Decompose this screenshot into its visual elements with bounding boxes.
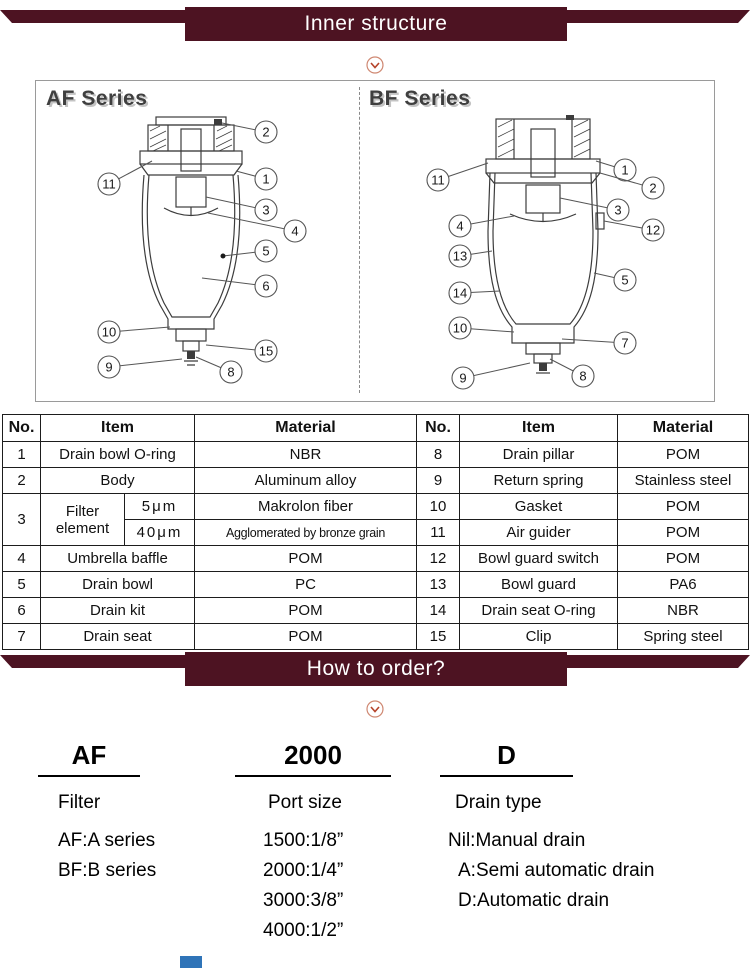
table-row [3,598,749,624]
cell-material: Makrolon fiber [195,494,417,520]
svg-text:11: 11 [102,176,116,192]
svg-text:8: 8 [579,368,587,384]
cell-grade: 40μm [125,520,195,546]
svg-text:3: 3 [614,202,622,218]
order-code-series: AF [71,740,107,770]
svg-text:13: 13 [452,248,468,264]
svg-text:5: 5 [262,243,270,259]
svg-text:2: 2 [262,124,270,140]
cell-item: Clip [460,624,618,650]
chevron-down-icon [366,700,384,718]
table-row [3,494,749,520]
svg-text:5: 5 [621,272,629,288]
ribbon-wing-left [0,655,187,668]
svg-text:6: 6 [262,278,270,294]
cell-material: Spring steel [618,624,749,650]
cell-item: Return spring [460,468,618,494]
cell-no: 2 [3,468,41,494]
svg-text:12: 12 [645,222,661,238]
next-section-accent [180,956,202,968]
cell-material: POM [618,442,749,468]
bf-series-title: BF Series [369,87,471,110]
underline [440,775,573,777]
cell-item: Drain bowl O-ring [41,442,195,468]
cell-no: 5 [3,572,41,598]
svg-text:8: 8 [227,364,235,380]
order-code-drain: D [497,740,516,770]
col-header: Material [618,415,749,442]
cell-item: Bowl guard switch [460,546,618,572]
svg-text:4: 4 [291,223,299,239]
svg-text:10: 10 [101,324,117,340]
cell-material: Agglomerated by bronze grain [195,520,417,546]
cell-no: 8 [417,442,460,468]
cell-no: 11 [417,520,460,546]
order-code-port: 2000 [284,740,342,770]
cell-no: 12 [417,546,460,572]
cell-item: Drain seat [41,624,195,650]
order-option: 3000:3/8” [263,890,344,911]
bf-series-diagram [388,111,678,396]
ribbon-wing-left [0,10,187,23]
cell-item: Air guider [460,520,618,546]
underline [38,775,140,777]
order-option: 1500:1/8” [263,830,344,851]
order-option: 2000:1/4” [263,860,344,881]
svg-text:2: 2 [649,180,657,196]
cell-item: Gasket [460,494,618,520]
svg-text:1: 1 [262,171,270,187]
svg-text:14: 14 [452,285,468,301]
order-options-filter [58,826,156,886]
svg-text:3: 3 [262,202,270,218]
table-header-row [3,415,749,442]
table-row [3,572,749,598]
underline [235,775,391,777]
order-options-drain-type [448,826,654,916]
cell-item: Drain bowl [41,572,195,598]
cell-material: NBR [195,442,417,468]
cell-grade: 5μm [125,494,195,520]
cell-item: Umbrella baffle [41,546,195,572]
order-option: D:Automatic drain [458,890,610,911]
cell-no: 9 [417,468,460,494]
svg-text:7: 7 [621,335,629,351]
cell-material: PA6 [618,572,749,598]
cell-material: POM [618,520,749,546]
order-heading-drain-type: Drain type [455,792,542,813]
parts-table [2,414,749,650]
cell-no: 7 [3,624,41,650]
cell-no: 6 [3,598,41,624]
cell-item: Drain seat O-ring [460,598,618,624]
order-option: A:Semi automatic drain [458,860,655,881]
col-header: Material [195,415,417,442]
af-series-diagram [56,111,311,388]
cell-material: POM [195,546,417,572]
order-heading-port-size: Port size [268,792,342,813]
af-series-title: AF Series [46,87,148,110]
cell-item: Filter element [41,494,125,546]
svg-text:15: 15 [258,343,274,359]
table-row [3,546,749,572]
table-row [3,442,749,468]
cell-item: Bowl guard [460,572,618,598]
col-header: Item [460,415,618,442]
panel-divider [359,87,360,393]
cell-material: NBR [618,598,749,624]
chevron-down-icon [366,56,384,74]
cell-material: POM [618,494,749,520]
cell-no: 3 [3,494,41,546]
svg-text:9: 9 [459,370,467,386]
order-heading-filter: Filter [58,792,101,813]
section-title-how-to-order: How to order? [185,652,567,686]
cell-no: 10 [417,494,460,520]
cell-no: 15 [417,624,460,650]
order-options-port-size [263,826,343,946]
col-header: No. [417,415,460,442]
order-option: Nil:Manual drain [448,830,586,851]
svg-text:10: 10 [452,320,468,336]
table-row [3,624,749,650]
order-option: AF:A series [58,830,156,851]
cell-material: PC [195,572,417,598]
inner-structure-diagrams [35,80,715,402]
cell-no: 1 [3,442,41,468]
cell-material: Stainless steel [618,468,749,494]
order-option: BF:B series [58,860,157,881]
cell-material: Aluminum alloy [195,468,417,494]
svg-text:4: 4 [456,218,464,234]
col-header: Item [41,415,195,442]
cell-no: 4 [3,546,41,572]
svg-text:11: 11 [431,172,445,188]
cell-item: Body [41,468,195,494]
col-header: No. [3,415,41,442]
cell-material: POM [618,546,749,572]
cell-material: POM [195,624,417,650]
ribbon-wing-right [565,655,750,668]
cell-material: POM [195,598,417,624]
cell-item: Drain kit [41,598,195,624]
table-row [3,468,749,494]
svg-text:1: 1 [621,162,629,178]
order-option: 4000:1/2” [263,920,344,941]
ribbon-wing-right [565,10,750,23]
section-title-inner-structure: Inner structure [185,7,567,41]
svg-text:9: 9 [105,359,113,375]
cell-no: 14 [417,598,460,624]
cell-no: 13 [417,572,460,598]
cell-item: Drain pillar [460,442,618,468]
